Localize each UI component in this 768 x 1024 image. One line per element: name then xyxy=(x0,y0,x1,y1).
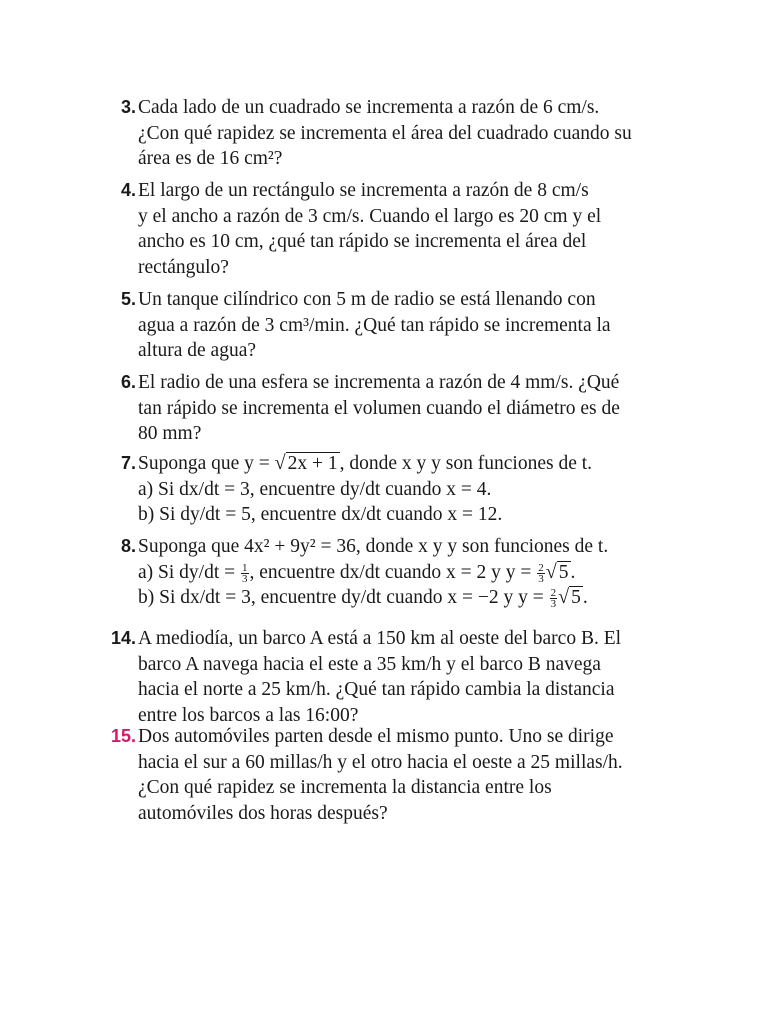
text-line: A mediodía, un barco A está a 150 km al oeste del barco B. El xyxy=(138,628,622,649)
fraction-denominator: 3 xyxy=(538,572,544,585)
sub-item-a: a) Si dx/dt = 3, encuentre dy/dt cuando x = 4. xyxy=(138,478,492,500)
problem-intro xyxy=(138,451,660,477)
text-line: El largo de un rectángulo se incrementa a razón de 8 cm/s xyxy=(138,180,589,201)
problem-number: 6. xyxy=(120,372,136,392)
text-line: automóviles dos horas después? xyxy=(138,802,388,824)
problem-3 xyxy=(100,95,660,172)
item-text: . xyxy=(570,561,576,583)
problem-intro: Suponga que 4x² + 9y² = 36, donde x y y son funciones de t. xyxy=(138,536,609,557)
text-line: área es de 16 cm²? xyxy=(138,148,283,169)
problem-text xyxy=(138,626,660,728)
text-line: tan rápido se incrementa el volumen cuando el diámetro es de xyxy=(138,397,620,419)
problem-number: 5. xyxy=(120,289,136,309)
text-line: ¿Con qué rapidez se incrementa el área del cuadrado cuando su xyxy=(138,122,632,144)
square-root xyxy=(558,585,583,611)
fraction-numerator: 2 xyxy=(550,587,557,600)
problem-7 xyxy=(100,451,660,528)
problem-number: 7. xyxy=(120,453,136,473)
problem-text xyxy=(138,534,660,611)
text-line: altura de agua? xyxy=(138,340,257,361)
problem-text xyxy=(138,95,660,172)
problem-6 xyxy=(100,370,660,447)
text-line: 80 mm? xyxy=(138,423,202,444)
radical-sign-icon: √ xyxy=(545,560,557,583)
sub-item-b xyxy=(138,585,660,611)
text-line: hacia el norte a 25 km/h. ¿Qué tan rápido cambia la distancia xyxy=(138,679,615,700)
problem-text xyxy=(138,370,660,447)
problem-15 xyxy=(100,724,660,826)
problem-4 xyxy=(100,178,660,280)
sub-item-b: b) Si dy/dt = 5, encuentre dx/dt cuando x = 12. xyxy=(138,504,503,525)
text-line: y el ancho a razón de 3 cm/s. Cuando el largo es 20 cm y el xyxy=(138,205,602,227)
problem-text xyxy=(138,287,660,364)
fraction-denominator: 3 xyxy=(550,598,557,611)
square-root xyxy=(546,560,571,586)
problem-text xyxy=(138,724,660,826)
problem-number: 8. xyxy=(120,536,136,556)
square-root xyxy=(275,451,340,477)
text-line: barco A navega hacia el este a 35 km/h y el barco B navega xyxy=(138,653,601,675)
text-line: El radio de una esfera se incrementa a razón de 4 mm/s. ¿Qué xyxy=(138,372,620,393)
problem-5 xyxy=(100,287,660,364)
fraction xyxy=(537,563,545,584)
item-text: , encuentre dx/dt cuando x = 2 y y = xyxy=(249,561,537,583)
fraction xyxy=(241,563,249,584)
problem-number: 14. xyxy=(110,628,136,648)
text-line: ancho es 10 cm, ¿qué tan rápido se incrementa el área del xyxy=(138,231,587,252)
text-line: rectángulo? xyxy=(138,256,229,278)
radical-sign-icon: √ xyxy=(558,586,570,608)
problem-14 xyxy=(100,626,660,728)
problem-number: 15. xyxy=(110,726,136,746)
text-line: entre los barcos a las 16:00? xyxy=(138,704,359,726)
text-line: Cada lado de un cuadrado se incrementa a razón de 6 cm/s. xyxy=(138,97,600,118)
intro-text: Suponga que y = xyxy=(138,453,275,474)
problem-8 xyxy=(100,534,660,611)
problem-number: 3. xyxy=(120,97,136,117)
radicand: 5 xyxy=(558,561,569,583)
sub-item-a xyxy=(138,560,660,586)
text-line: ¿Con qué rapidez se incrementa la distancia entre los xyxy=(138,777,552,798)
radicand: 2x + 1 xyxy=(287,453,338,474)
radical-sign-icon: √ xyxy=(274,452,286,474)
problem-text xyxy=(138,178,660,280)
fraction-numerator: 1 xyxy=(242,561,248,574)
fraction-numerator: 2 xyxy=(538,561,544,574)
text-line: Dos automóviles parten desde el mismo punto. Uno se dirige xyxy=(138,726,614,747)
text-line: agua a razón de 3 cm³/min. ¿Qué tan rápido se incrementa la xyxy=(138,314,611,336)
item-text: . xyxy=(582,587,588,608)
text-line: Un tanque cilíndrico con 5 m de radio se está llenando con xyxy=(138,289,596,310)
radicand: 5 xyxy=(571,587,581,608)
item-text: b) Si dx/dt = 3, encuentre dy/dt cuando x = −2 y y = xyxy=(138,587,549,608)
problem-text xyxy=(138,451,660,528)
intro-text: , donde x y y son funciones de t. xyxy=(339,453,593,474)
problem-number: 4. xyxy=(120,180,136,200)
fraction-denominator: 3 xyxy=(242,572,248,585)
text-line: hacia el sur a 60 millas/h y el otro hacia el oeste a 25 millas/h. xyxy=(138,751,623,773)
item-text: a) Si dy/dt = xyxy=(138,561,240,583)
fraction xyxy=(550,588,558,609)
